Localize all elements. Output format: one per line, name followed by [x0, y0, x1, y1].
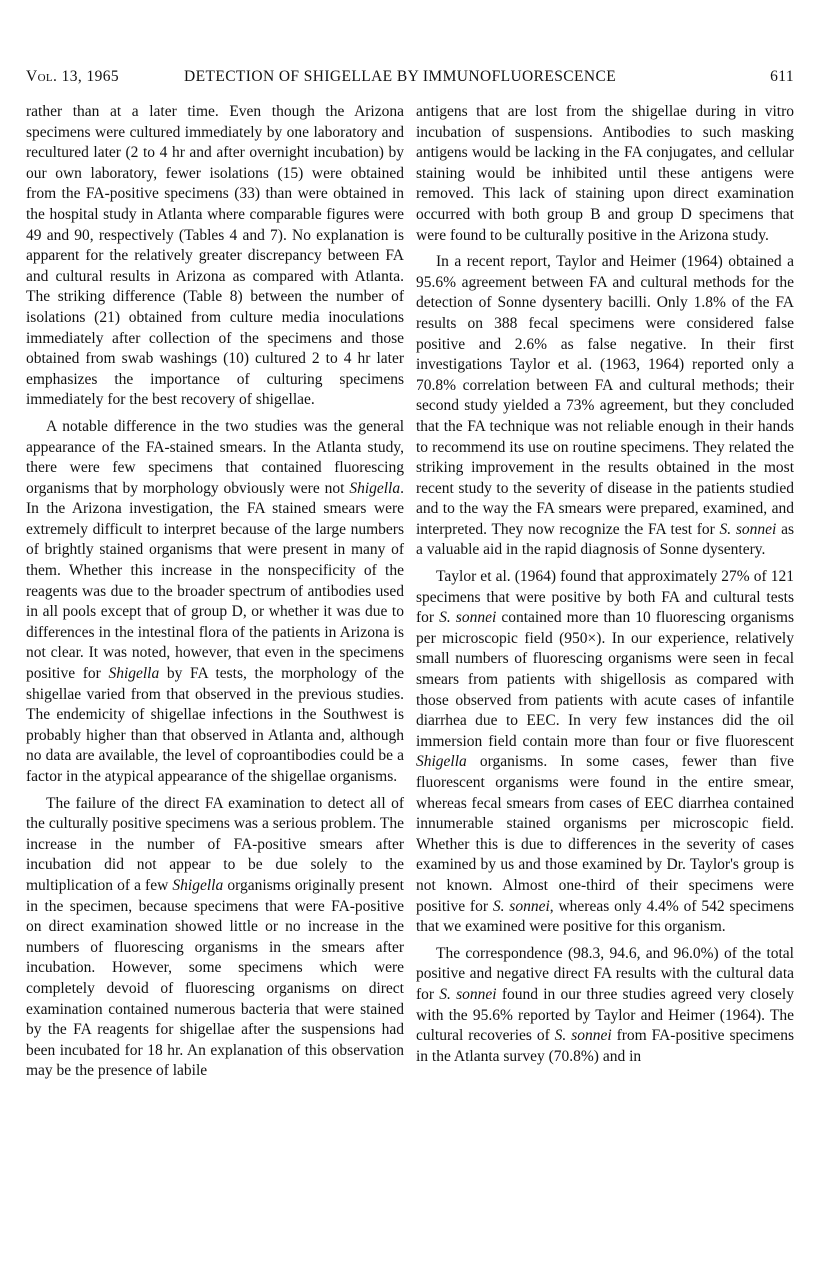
left-column [26, 102, 404, 1082]
paragraph: rather than at a later time. Even though the Arizona specimens were cultured immediately by one laboratory and recultured later (2 to 4 hr and after overnight incubation) by our own laboratory, fewer isolations (15) were obtained from the FA-positive specimens (33) than were obtained in the hospital study in Atlanta where comparable figures were 49 and 90, respectively (Tables 4 and 7). No explanation is apparent for the relatively greater discrepancy between FA and cultural results in Arizona as compared with Atlanta. The striking difference (Table 8) between the number of isolations (21) obtained from culture media inoculations immediately after collection of the specimens and those obtained from swab washings (10) cultured 2 to 4 hr later emphasizes the importance of culturing specimens immediately for the best recovery of shigellae. [26, 103, 404, 409]
paragraph: A notable difference in the two studies was the general appearance of the FA-stained smears. In the Atlanta study, there were few specimens that contained fluorescing organisms that by morphology obviously were not Shigella. In the Arizona investigation, the FA stained smears were extremely difficult to interpret because of the large numbers of brightly stained organisms that were present in many of them. Whether this increase in the nonspecificity of the reagents was due to the broader spectrum of antibodies used in all pools except that of group D, or whether it was due to differences in the intestinal flora of the patients in Arizona is not clear. It was noted, however, that even in the specimens positive for Shigella by FA tests, the morphology of the shigellae varied from that observed in the previous studies. The endemicity of shigellae infections in the Southwest is probably higher than that observed in Atlanta and, although no data are available, the level of coproantibodies could be a factor in the atypical appearance of the shigellae organisms. [26, 417, 404, 785]
volume-label: Vol. 13, 1965 [26, 68, 120, 85]
running-title: DETECTION OF SHIGELLAE BY IMMUNOFLUORESCENCE [184, 68, 617, 85]
paragraph: In a recent report, Taylor and Heimer (1964) obtained a 95.6% agreement between FA and cultural methods for the detection of Sonne dysentery bacilli. Only 1.8% of the FA results on 388 fecal specimens were considered false positive and 2.6% as false negative. In their first investigations Taylor et al. (1963, 1964) reported only a 70.8% correlation between FA and cultural methods; their second study yielded a 73% agreement, but they concluded that the FA technique was not reliable enough in their hands to recommend its use on routine specimens. They related the striking improvement in the results obtained in the most recent study to the severity of disease in the patients studied and to the way the FA smears were prepared, examined, and interpreted. They now recognize the FA test for S. sonnei as a valuable aid in the rapid diagnosis of Sonne dysentery. [416, 253, 794, 559]
paragraph: antigens that are lost from the shigellae during in vitro incubation of suspensions. Antibodies to such masking antigens would be lacking in the FA conjugates, and cellular staining would be inhibited until these antigens were removed. This lack of staining upon direct examination occurred with both group B and group D specimens that were found to be culturally positive in the Arizona study. [416, 103, 794, 244]
running-header [26, 68, 794, 92]
paragraph: Taylor et al. (1964) found that approximately 27% of 121 specimens that were positive by both FA and cultural tests for S. sonnei contained more than 10 fluorescing organisms per microscopic field (950×). In our experience, relatively small numbers of fluorescing organisms were seen in fecal smears from patients with shigellosis as compared with those observed from patients with acute cases of infantile diarrhea due to EEC. In very few instances did the oil immersion field contain more than four or five fluorescent Shigella organisms. In some cases, fewer than five fluorescent organisms were found in the entire smear, whereas fecal smears from cases of EEC diarrhea contained innumerable stained organisms per microscopic field. Whether this is due to differences in the severity of cases examined by us and those examined by Dr. Taylor's group is not known. Almost one-third of their specimens were positive for S. sonnei, whereas only 4.4% of 542 specimens that we examined were positive for this organism. [416, 568, 794, 936]
right-column [416, 102, 794, 1067]
paragraph: The failure of the direct FA examination to detect all of the culturally positive specimens was a serious problem. The increase in the number of FA-positive smears after incubation did not appear to be due solely to the multiplication of a few Shigella organisms originally present in the specimen, because specimens that were FA-positive on direct examination showed little or no increase in the numbers of fluorescing organisms in the smears after incubation. However, some specimens which were completely devoid of fluorescing organisms on direct examination contained numerous bacteria that were stained by the FA reagents for shigellae after the suspensions had been incubated for 18 hr. An explanation of this observation may be the presence of labile [26, 794, 404, 1080]
paragraph: The correspondence (98.3, 94.6, and 96.0%) of the total positive and negative direct FA results with the cultural data for S. sonnei found in our three studies agreed very closely with the 95.6% reported by Taylor and Heimer (1964). The cultural recoveries of S. sonnei from FA-positive specimens in the Atlanta survey (70.8%) and in [416, 944, 795, 1065]
page-number: 611 [770, 68, 794, 85]
